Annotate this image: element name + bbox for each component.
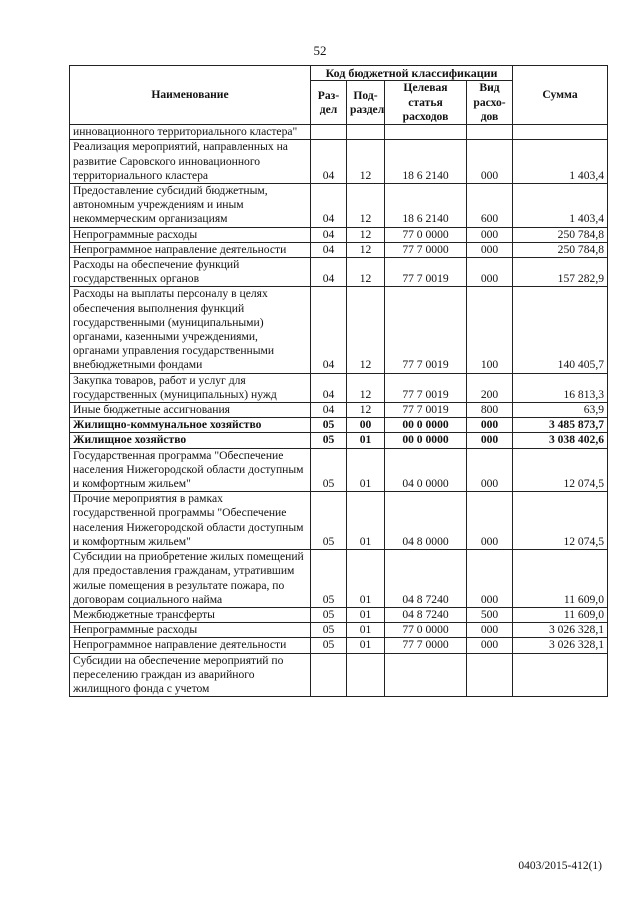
row-expense-type: 100 — [467, 287, 513, 373]
row-target-article: 00 0 0000 — [385, 418, 467, 433]
row-razdel: 05 — [311, 638, 347, 653]
row-expense-type: 000 — [467, 140, 513, 184]
row-podrazdel: 01 — [347, 638, 385, 653]
table-row — [70, 373, 608, 402]
row-expense-type: 800 — [467, 403, 513, 418]
row-podrazdel: 12 — [347, 258, 385, 287]
row-podrazdel: 12 — [347, 184, 385, 228]
header-vid: Вид расхо-дов — [467, 81, 513, 125]
table-row — [70, 550, 608, 608]
row-sum: 16 813,3 — [513, 373, 608, 402]
row-razdel: 05 — [311, 492, 347, 550]
row-podrazdel — [347, 125, 385, 140]
row-expense-type: 000 — [467, 242, 513, 257]
row-target-article: 77 0 0000 — [385, 227, 467, 242]
row-target-article: 77 0 0000 — [385, 623, 467, 638]
page-number: 52 — [313, 43, 327, 58]
row-sum — [513, 125, 608, 140]
row-target-article: 04 8 7240 — [385, 550, 467, 608]
row-name: Жилищное хозяйство — [70, 433, 311, 448]
row-target-article: 04 8 7240 — [385, 607, 467, 622]
row-podrazdel: 01 — [347, 448, 385, 492]
row-podrazdel: 12 — [347, 140, 385, 184]
row-name: Субсидии на приобретение жилых помещений для предоставления гражданам, утратившим жилые помещения в результате пожара, по договорам социального найма — [70, 550, 311, 608]
row-podrazdel — [347, 653, 385, 697]
row-target-article: 77 7 0019 — [385, 373, 467, 402]
row-podrazdel: 12 — [347, 403, 385, 418]
row-target-article: 04 8 0000 — [385, 492, 467, 550]
row-podrazdel: 12 — [347, 227, 385, 242]
row-podrazdel: 01 — [347, 550, 385, 608]
row-sum: 250 784,8 — [513, 242, 608, 257]
row-name: Жилищно-коммунальное хозяйство — [70, 418, 311, 433]
row-name: Непрограммные расходы — [70, 623, 311, 638]
row-sum: 140 405,7 — [513, 287, 608, 373]
row-podrazdel: 12 — [347, 242, 385, 257]
row-expense-type: 600 — [467, 184, 513, 228]
table-row — [70, 607, 608, 622]
row-sum: 12 074,5 — [513, 448, 608, 492]
row-podrazdel: 01 — [347, 607, 385, 622]
header-name: Наименование — [70, 66, 311, 125]
row-target-article: 77 7 0019 — [385, 287, 467, 373]
header-target: Целевая статья расходов — [385, 81, 467, 125]
row-podrazdel: 00 — [347, 418, 385, 433]
row-name: Закупка товаров, работ и услуг для государственных (муниципальных) нужд — [70, 373, 311, 402]
table-body — [70, 125, 608, 697]
row-razdel: 04 — [311, 287, 347, 373]
row-razdel: 04 — [311, 140, 347, 184]
row-razdel: 04 — [311, 242, 347, 257]
row-razdel: 04 — [311, 227, 347, 242]
row-razdel: 04 — [311, 373, 347, 402]
header-razdel: Раз-дел — [311, 81, 347, 125]
table-row — [70, 287, 608, 373]
row-razdel: 04 — [311, 403, 347, 418]
row-sum: 157 282,9 — [513, 258, 608, 287]
row-razdel: 05 — [311, 607, 347, 622]
row-razdel: 05 — [311, 550, 347, 608]
row-target-article: 18 6 2140 — [385, 140, 467, 184]
table-row — [70, 403, 608, 418]
row-target-article: 77 7 0019 — [385, 403, 467, 418]
row-sum: 250 784,8 — [513, 227, 608, 242]
table-row — [70, 492, 608, 550]
row-sum: 3 026 328,1 — [513, 638, 608, 653]
row-razdel: 04 — [311, 184, 347, 228]
table-row — [70, 242, 608, 257]
row-sum: 11 609,0 — [513, 607, 608, 622]
row-expense-type: 000 — [467, 623, 513, 638]
row-target-article: 18 6 2140 — [385, 184, 467, 228]
row-name: Непрограммное направление деятельности — [70, 638, 311, 653]
row-expense-type: 200 — [467, 373, 513, 402]
row-name: Непрограммное направление деятельности — [70, 242, 311, 257]
row-sum: 1 403,4 — [513, 140, 608, 184]
row-sum: 1 403,4 — [513, 184, 608, 228]
table-row — [70, 623, 608, 638]
row-target-article: 04 0 0000 — [385, 448, 467, 492]
row-razdel: 04 — [311, 258, 347, 287]
row-target-article: 77 7 0000 — [385, 638, 467, 653]
row-name: Межбюджетные трансферты — [70, 607, 311, 622]
table-row — [70, 448, 608, 492]
budget-table — [69, 65, 608, 697]
row-sum — [513, 653, 608, 697]
row-name: Расходы на обеспечение функций государственных органов — [70, 258, 311, 287]
row-target-article — [385, 125, 467, 140]
header-podrazdel: Под-раздел — [347, 81, 385, 125]
row-name: Государственная программа "Обеспечение населения Нижегородской области доступным и комфортным жильем" — [70, 448, 311, 492]
row-podrazdel: 01 — [347, 433, 385, 448]
row-razdel: 05 — [311, 433, 347, 448]
row-sum: 3 026 328,1 — [513, 623, 608, 638]
row-expense-type: 000 — [467, 448, 513, 492]
row-expense-type: 500 — [467, 607, 513, 622]
row-sum: 63,9 — [513, 403, 608, 418]
row-name: Расходы на выплаты персоналу в целях обеспечения выполнения функций государственными (муниципальными) органами, казенными учреждениями, органами управления государственными внебюджетными фондами — [70, 287, 311, 373]
row-name: инновационного территориального кластера" — [70, 125, 311, 140]
row-podrazdel: 01 — [347, 492, 385, 550]
footer-document-code: 0403/2015-412(1) — [518, 860, 602, 872]
row-razdel — [311, 653, 347, 697]
header-sum: Сумма — [513, 66, 608, 125]
table-row — [70, 258, 608, 287]
row-expense-type: 000 — [467, 418, 513, 433]
row-name: Реализация мероприятий, направленных на развитие Саровского инновационного территориального кластера — [70, 140, 311, 184]
table-row — [70, 653, 608, 697]
row-target-article: 77 7 0000 — [385, 242, 467, 257]
row-target-article — [385, 653, 467, 697]
table-row — [70, 638, 608, 653]
row-sum: 3 485 873,7 — [513, 418, 608, 433]
row-expense-type: 000 — [467, 550, 513, 608]
row-sum: 11 609,0 — [513, 550, 608, 608]
row-expense-type: 000 — [467, 492, 513, 550]
row-podrazdel: 01 — [347, 623, 385, 638]
header-code-group: Код бюджетной классификации — [311, 66, 513, 81]
row-razdel — [311, 125, 347, 140]
table-row — [70, 227, 608, 242]
row-expense-type: 000 — [467, 433, 513, 448]
table-row — [70, 433, 608, 448]
row-expense-type — [467, 653, 513, 697]
row-name: Иные бюджетные ассигнования — [70, 403, 311, 418]
row-expense-type — [467, 125, 513, 140]
row-name: Субсидии на обеспечение мероприятий по переселению граждан из аварийного жилищного фонда с учетом — [70, 653, 311, 697]
row-target-article: 77 7 0019 — [385, 258, 467, 287]
table-row — [70, 140, 608, 184]
row-razdel: 05 — [311, 418, 347, 433]
table-row — [70, 125, 608, 140]
row-name: Непрограммные расходы — [70, 227, 311, 242]
row-podrazdel: 12 — [347, 373, 385, 402]
row-expense-type: 000 — [467, 258, 513, 287]
row-expense-type: 000 — [467, 227, 513, 242]
table-row — [70, 184, 608, 228]
row-podrazdel: 12 — [347, 287, 385, 373]
row-razdel: 05 — [311, 448, 347, 492]
row-razdel: 05 — [311, 623, 347, 638]
row-name: Предоставление субсидий бюджетным, автономным учреждениям и иным некоммерческим организациям — [70, 184, 311, 228]
table-row — [70, 418, 608, 433]
row-expense-type: 000 — [467, 638, 513, 653]
row-sum: 12 074,5 — [513, 492, 608, 550]
row-target-article: 00 0 0000 — [385, 433, 467, 448]
row-sum: 3 038 402,6 — [513, 433, 608, 448]
row-name: Прочие мероприятия в рамках государственной программы "Обеспечение населения Нижегородской области доступным и комфортным жильем" — [70, 492, 311, 550]
